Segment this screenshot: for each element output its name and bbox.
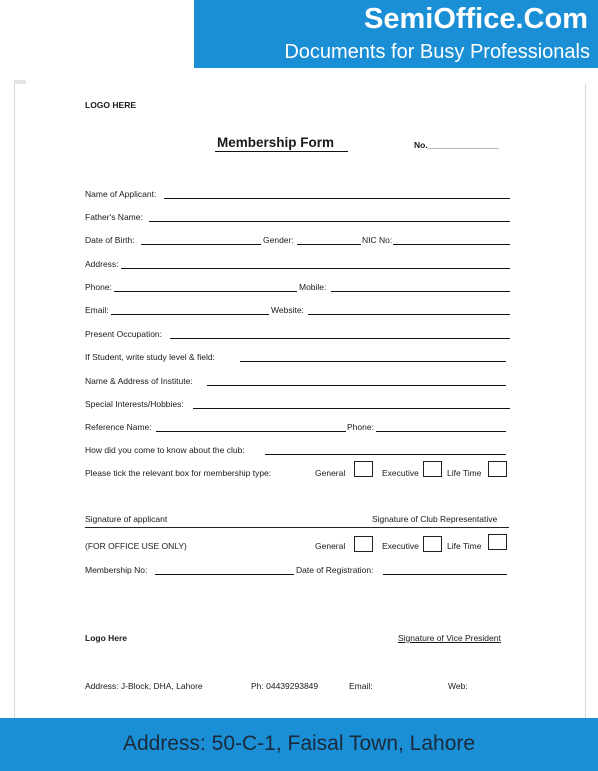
website-label: Website: — [271, 305, 304, 315]
office-executive-checkbox[interactable] — [423, 536, 442, 552]
registration-date-label: Date of Registration: — [296, 565, 374, 575]
father-name-label: Father's Name: — [85, 212, 143, 222]
applicant-name-line[interactable] — [164, 198, 510, 199]
address-line[interactable] — [121, 268, 510, 269]
logo-placeholder-bottom: Logo Here — [85, 633, 128, 643]
institute-line[interactable] — [207, 385, 506, 386]
phone-line[interactable] — [114, 291, 297, 292]
footer-address: Address: 50-C-1, Faisal Town, Lahore — [122, 732, 476, 755]
title-underline — [215, 151, 348, 152]
membership-number-label: Membership No: — [85, 565, 148, 575]
gender-line[interactable] — [297, 244, 361, 245]
institute-label: Name & Address of Institute: — [85, 376, 193, 386]
type-lifetime-checkbox[interactable] — [488, 461, 507, 477]
membership-type-prompt: Please tick the relevant box for membership type: — [85, 468, 272, 478]
contact-address: Address: J-Block, DHA, Lahore — [85, 681, 203, 691]
club-rep-signature-label: Signature of Club Representative — [372, 514, 498, 524]
brand-name: SemiOffice.Com — [364, 3, 588, 35]
form-title: Membership Form — [217, 135, 335, 150]
student-label: If Student, write study level & field: — [85, 352, 215, 362]
office-lifetime-checkbox[interactable] — [488, 534, 507, 550]
brand-banner — [194, 0, 598, 68]
dob-line[interactable] — [141, 244, 261, 245]
club-source-line[interactable] — [265, 454, 506, 455]
type-executive-label: Executive — [382, 468, 419, 478]
phone-label: Phone: — [85, 282, 112, 292]
nic-label: NIC No: — [362, 235, 393, 245]
reference-line[interactable] — [156, 431, 346, 432]
logo-placeholder-top: LOGO HERE — [85, 100, 137, 110]
contact-email: Email: — [349, 681, 373, 691]
reference-phone-line[interactable] — [376, 431, 506, 432]
applicant-signature-label: Signature of applicant — [85, 514, 168, 524]
email-label: Email: — [85, 305, 109, 315]
reference-phone-label: Phone: — [347, 422, 374, 432]
reference-label: Reference Name: — [85, 422, 152, 432]
gender-label: Gender: — [263, 235, 294, 245]
registration-date-line[interactable] — [383, 574, 507, 575]
brand-tagline: Documents for Busy Professionals — [284, 41, 590, 63]
mobile-label: Mobile: — [299, 282, 327, 292]
applicant-name-label: Name of Applicant: — [85, 189, 157, 199]
student-line[interactable] — [240, 361, 506, 362]
nic-line[interactable] — [393, 244, 510, 245]
type-lifetime-label: Life Time — [447, 468, 482, 478]
form-number: No._______________ — [414, 140, 499, 150]
type-executive-checkbox[interactable] — [423, 461, 442, 477]
email-line[interactable] — [111, 314, 269, 315]
contact-phone: Ph: 04439293849 — [251, 681, 319, 691]
office-use-label: (FOR OFFICE USE ONLY) — [85, 541, 187, 551]
dob-label: Date of Birth: — [85, 235, 135, 245]
footer-banner — [0, 718, 598, 771]
club-source-label: How did you come to know about the club: — [85, 445, 245, 455]
type-general-checkbox[interactable] — [354, 461, 373, 477]
office-lifetime-label: Life Time — [447, 541, 482, 551]
office-general-label: General — [315, 541, 346, 551]
occupation-line[interactable] — [170, 338, 510, 339]
membership-number-line[interactable] — [155, 574, 294, 575]
office-general-checkbox[interactable] — [354, 536, 373, 552]
interests-label: Special Interests/Hobbies: — [85, 399, 184, 409]
father-name-line[interactable] — [149, 221, 510, 222]
website-line[interactable] — [308, 314, 510, 315]
office-executive-label: Executive — [382, 541, 419, 551]
vice-president-signature: Signature of Vice President — [398, 633, 501, 643]
membership-form-page — [14, 84, 586, 718]
address-label: Address: — [85, 259, 119, 269]
type-general-label: General — [315, 468, 346, 478]
section-divider — [85, 527, 509, 528]
contact-web: Web: — [448, 681, 468, 691]
mobile-line[interactable] — [331, 291, 510, 292]
occupation-label: Present Occupation: — [85, 329, 163, 339]
interests-line[interactable] — [193, 408, 510, 409]
